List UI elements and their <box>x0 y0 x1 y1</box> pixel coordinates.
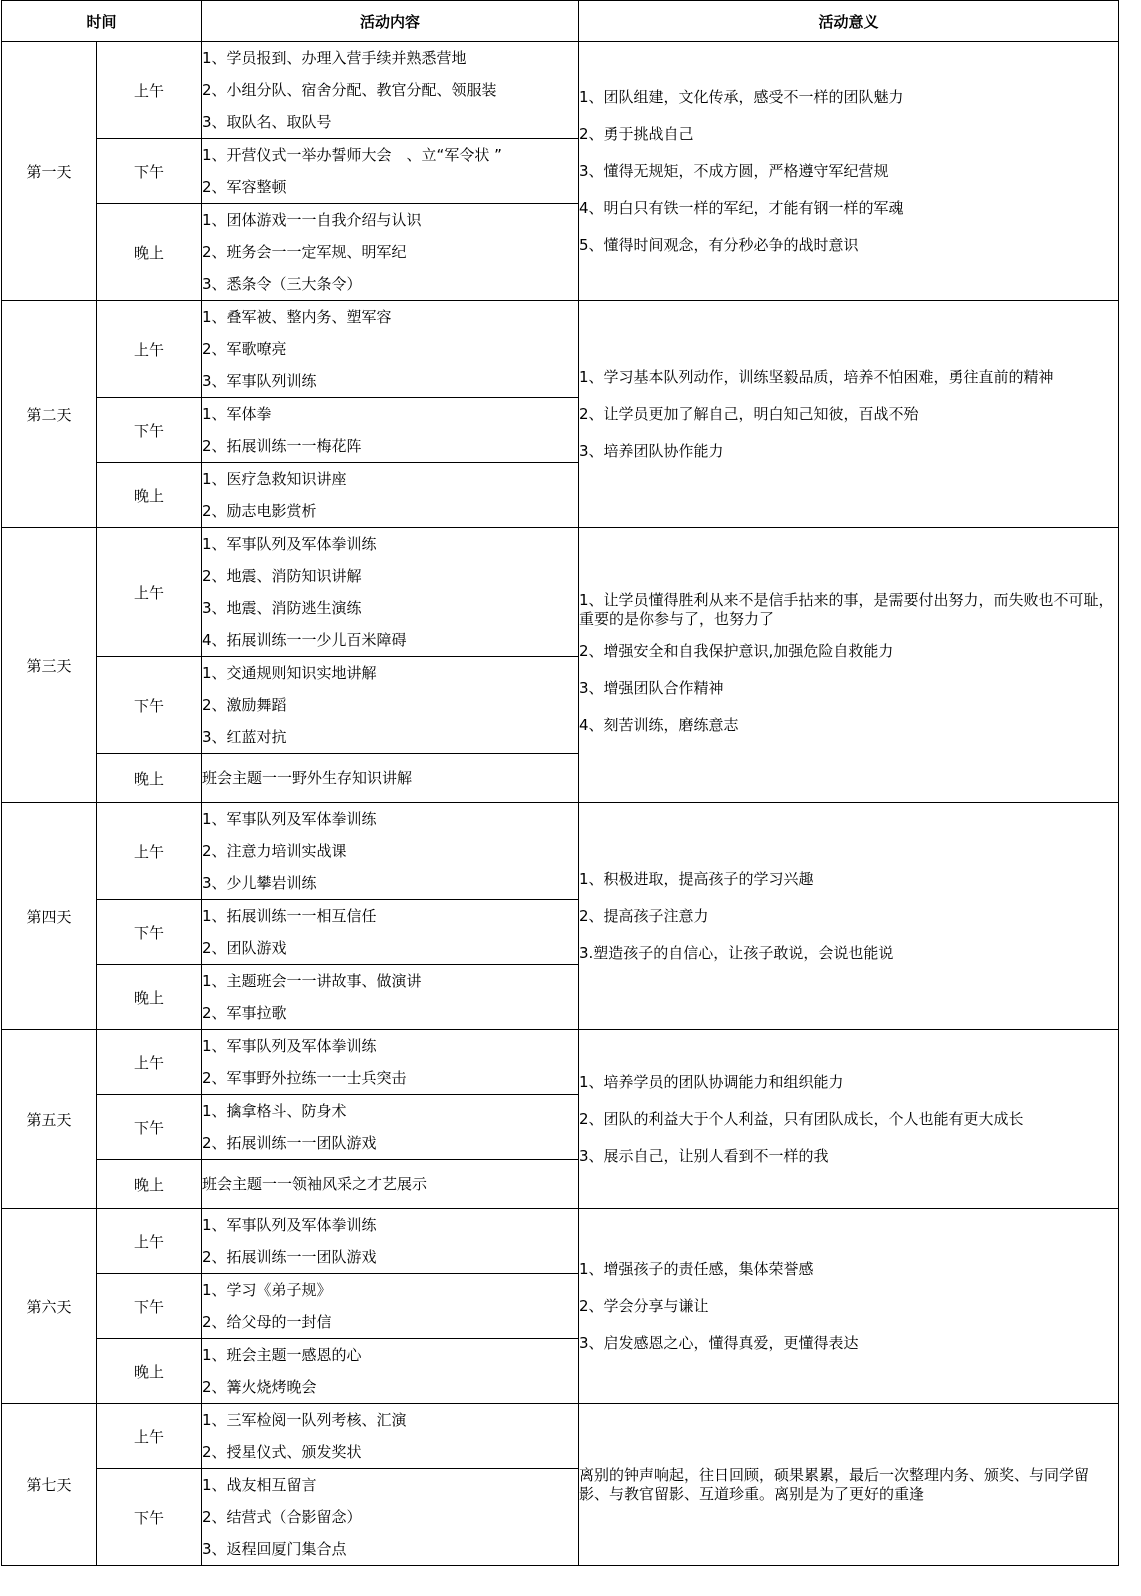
activity-item: 1、军事队列及军体拳训练 <box>202 1037 377 1055</box>
schedule-table <box>1 0 1119 1566</box>
activity-item: 2、拓展训练一一团队游戏 <box>202 1248 377 1266</box>
period-label: 下午 <box>97 900 202 965</box>
period-label: 下午 <box>97 1469 202 1566</box>
table-row <box>2 1030 1119 1095</box>
table-row <box>2 1209 1119 1274</box>
period-label: 下午 <box>97 657 202 754</box>
period-label: 上午 <box>97 42 202 139</box>
activity-cell <box>202 42 579 139</box>
meaning-item: 1、团队组建，文化传承，感受不一样的团队魅力 <box>579 87 904 106</box>
meaning-item: 3.塑造孩子的自信心，让孩子敢说，会说也能说 <box>579 943 894 962</box>
day-label: 第二天 <box>2 301 97 528</box>
activity-item: 2、注意力培训实战课 <box>202 842 347 860</box>
activity-item: 1、开营仪式一举办誓师大会 、立“军令状 ” <box>202 146 502 164</box>
meaning-item: 离别的钟声响起，往日回顾，硕果累累，最后一次整理内务、颁奖、与同学留影、与教官留影、互道珍重。离别是为了更好的重逢 <box>579 1465 1090 1503</box>
activity-item: 班会主题一一野外生存知识讲解 <box>202 769 413 787</box>
table-row <box>2 528 1119 657</box>
activity-cell <box>202 1339 579 1404</box>
meaning-item: 2、勇于挑战自己 <box>579 124 694 143</box>
period-label: 晚上 <box>97 754 202 803</box>
activity-item: 1、三军检阅一队列考核、汇演 <box>202 1411 407 1429</box>
activity-item: 2、篝火烧烤晚会 <box>202 1378 317 1396</box>
activity-cell <box>202 1160 579 1209</box>
meaning-item: 3、培养团队协作能力 <box>579 441 724 460</box>
meaning-cell <box>579 301 1119 528</box>
meaning-item: 2、提高孩子注意力 <box>579 906 709 925</box>
activity-cell <box>202 900 579 965</box>
activity-item: 3、取队名、取队号 <box>202 113 332 131</box>
activity-cell <box>202 1469 579 1566</box>
activity-item: 2、拓展训练一一梅花阵 <box>202 437 362 455</box>
activity-item: 3、红蓝对抗 <box>202 728 287 746</box>
meaning-item: 3、展示自己，让别人看到不一样的我 <box>579 1146 829 1165</box>
meaning-item: 3、懂得无规矩，不成方圆，严格遵守军纪营规 <box>579 161 889 180</box>
activity-item: 2、团队游戏 <box>202 939 287 957</box>
activity-item: 2、拓展训练一一团队游戏 <box>202 1134 377 1152</box>
activity-cell <box>202 1404 579 1469</box>
meaning-item: 1、增强孩子的责任感，集体荣誉感 <box>579 1259 814 1278</box>
header-time: 时间 <box>2 1 202 42</box>
activity-cell <box>202 1095 579 1160</box>
day-label: 第四天 <box>2 803 97 1030</box>
activity-item: 1、主题班会一一讲故事、做演讲 <box>202 972 422 990</box>
activity-item: 1、军体拳 <box>202 405 272 423</box>
table-row <box>2 42 1119 139</box>
day-label: 第七天 <box>2 1404 97 1566</box>
meaning-item: 1、让学员懂得胜利从来不是信手拈来的事，是需要付出努力，而失败也不可耻，重要的是你参与了，也努力了 <box>579 590 1114 628</box>
meaning-item: 1、积极进取，提高孩子的学习兴趣 <box>579 869 814 888</box>
header-meaning: 活动意义 <box>579 1 1119 42</box>
period-label: 上午 <box>97 803 202 900</box>
activity-item: 3、悉条令（三大条令） <box>202 275 362 293</box>
period-label: 上午 <box>97 1030 202 1095</box>
meaning-cell <box>579 528 1119 803</box>
activity-item: 1、军事队列及军体拳训练 <box>202 810 377 828</box>
activity-cell <box>202 965 579 1030</box>
activity-item: 1、学员报到、办理入营手续并熟悉营地 <box>202 49 467 67</box>
activity-cell <box>202 803 579 900</box>
activity-cell <box>202 1274 579 1339</box>
meaning-item: 2、让学员更加了解自己，明白知己知彼，百战不殆 <box>579 404 919 423</box>
activity-cell <box>202 1209 579 1274</box>
activity-cell <box>202 463 579 528</box>
period-label: 上午 <box>97 1404 202 1469</box>
table-row <box>2 803 1119 900</box>
activity-item: 班会主题一一领袖风采之才艺展示 <box>202 1175 428 1193</box>
activity-item: 1、学习《弟子规》 <box>202 1281 332 1299</box>
activity-item: 2、军容整顿 <box>202 178 287 196</box>
activity-item: 2、励志电影赏析 <box>202 502 317 520</box>
period-label: 上午 <box>97 301 202 398</box>
meaning-item: 1、学习基本队列动作，训练坚毅品质，培养不怕困难，勇往直前的精神 <box>579 367 1054 386</box>
activity-cell <box>202 398 579 463</box>
period-label: 下午 <box>97 139 202 204</box>
activity-item: 2、小组分队、宿舍分配、教官分配、领服装 <box>202 81 497 99</box>
period-label: 晚上 <box>97 965 202 1030</box>
header-content: 活动内容 <box>202 1 579 42</box>
activity-item: 1、擒拿格斗、防身术 <box>202 1102 347 1120</box>
meaning-cell <box>579 1030 1119 1209</box>
activity-item: 2、班务会一一定军规、明军纪 <box>202 243 407 261</box>
table-row <box>2 1404 1119 1469</box>
activity-item: 1、交通规则知识实地讲解 <box>202 664 377 682</box>
activity-item: 2、激励舞蹈 <box>202 696 287 714</box>
activity-cell <box>202 754 579 803</box>
activity-item: 3、地震、消防逃生演练 <box>202 599 362 617</box>
period-label: 晚上 <box>97 1160 202 1209</box>
period-label: 晚上 <box>97 204 202 301</box>
activity-item: 3、少儿攀岩训练 <box>202 874 317 892</box>
meaning-cell <box>579 1404 1119 1566</box>
day-label: 第三天 <box>2 528 97 803</box>
activity-item: 3、军事队列训练 <box>202 372 317 390</box>
activity-item: 1、叠军被、整内务、塑军容 <box>202 308 392 326</box>
activity-cell <box>202 1030 579 1095</box>
header-row <box>2 1 1119 42</box>
activity-item: 1、战友相互留言 <box>202 1476 317 1494</box>
activity-cell <box>202 139 579 204</box>
meaning-item: 3、增强团队合作精神 <box>579 678 724 697</box>
day-label: 第六天 <box>2 1209 97 1404</box>
table-row <box>2 301 1119 398</box>
period-label: 下午 <box>97 1274 202 1339</box>
activity-item: 2、地震、消防知识讲解 <box>202 567 362 585</box>
activity-item: 1、拓展训练一一相互信任 <box>202 907 377 925</box>
meaning-item: 4、刻苦训练，磨练意志 <box>579 715 739 734</box>
activity-item: 4、拓展训练一一少儿百米障碍 <box>202 631 407 649</box>
activity-item: 1、军事队列及军体拳训练 <box>202 535 377 553</box>
meaning-item: 2、学会分享与谦让 <box>579 1296 709 1315</box>
meaning-cell <box>579 42 1119 301</box>
period-label: 下午 <box>97 398 202 463</box>
day-label: 第五天 <box>2 1030 97 1209</box>
activity-cell <box>202 528 579 657</box>
meaning-item: 3、启发感恩之心，懂得真爱，更懂得表达 <box>579 1333 859 1352</box>
meaning-item: 2、团队的利益大于个人利益，只有团队成长，个人也能有更大成长 <box>579 1109 1024 1128</box>
period-label: 晚上 <box>97 463 202 528</box>
activity-item: 2、结营式（合影留念） <box>202 1508 362 1526</box>
activity-item: 2、军事野外拉练一一士兵突击 <box>202 1069 407 1087</box>
meaning-item: 4、明白只有铁一样的军纪，才能有钢一样的军魂 <box>579 198 904 217</box>
day-label: 第一天 <box>2 42 97 301</box>
activity-cell <box>202 301 579 398</box>
activity-item: 2、授星仪式、颁发奖状 <box>202 1443 362 1461</box>
activity-cell <box>202 204 579 301</box>
meaning-item: 1、培养学员的团队协调能力和组织能力 <box>579 1072 844 1091</box>
period-label: 晚上 <box>97 1339 202 1404</box>
period-label: 上午 <box>97 528 202 657</box>
activity-item: 1、团体游戏一一自我介绍与认识 <box>202 211 422 229</box>
period-label: 下午 <box>97 1095 202 1160</box>
activity-item: 2、给父母的一封信 <box>202 1313 332 1331</box>
meaning-cell <box>579 1209 1119 1404</box>
activity-item: 3、返程回厦门集合点 <box>202 1540 347 1558</box>
activity-item: 2、军事拉歌 <box>202 1004 287 1022</box>
activity-item: 1、医疗急救知识讲座 <box>202 470 347 488</box>
period-label: 上午 <box>97 1209 202 1274</box>
activity-cell <box>202 657 579 754</box>
activity-item: 2、军歌嘹亮 <box>202 340 287 358</box>
meaning-item: 5、懂得时间观念，有分秒必争的战时意识 <box>579 235 859 254</box>
meaning-cell <box>579 803 1119 1030</box>
activity-item: 1、军事队列及军体拳训练 <box>202 1216 377 1234</box>
meaning-item: 2、增强安全和自我保护意识,加强危险自救能力 <box>579 641 894 660</box>
activity-item: 1、班会主题一感恩的心 <box>202 1346 362 1364</box>
